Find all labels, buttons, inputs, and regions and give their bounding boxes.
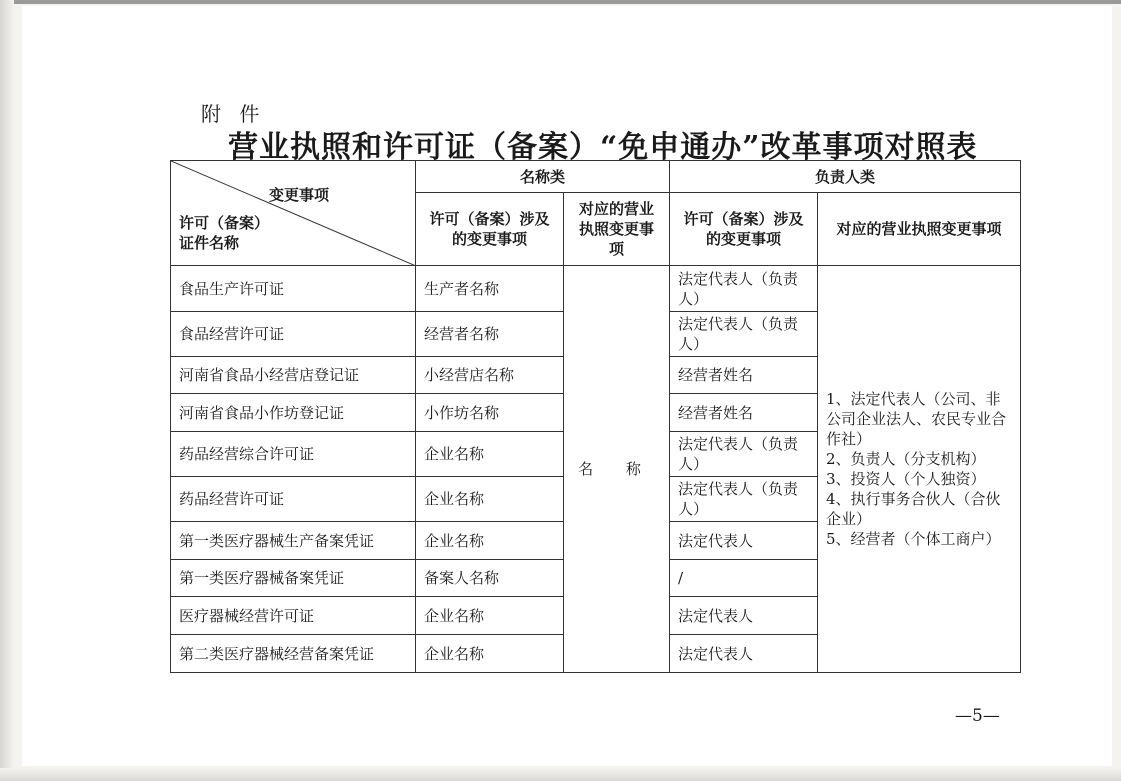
name-change-cell: 企业名称	[416, 597, 564, 635]
name-change-cell: 小作坊名称	[416, 394, 564, 432]
table-header-row-1	[171, 161, 1021, 193]
person-business-change-item: 5、经营者（个体工商户）	[826, 530, 1001, 548]
person-business-change-item: 2、负责人（分支机构）	[826, 450, 986, 468]
name-change-cell: 生产者名称	[416, 266, 564, 312]
person-change-cell: 法定代表人（负责人）	[670, 266, 818, 312]
person-change-cell: 法定代表人（负责人）	[670, 312, 818, 357]
col-license-change-name: 许可（备案）涉及的变更事项	[416, 193, 564, 266]
license-name-cell: 药品经营许可证	[171, 477, 416, 522]
col-license-change-person: 许可（备案）涉及的变更事项	[670, 193, 818, 266]
corner-header-top: 变更事项	[269, 186, 330, 204]
license-name-cell: 第二类医疗器械经营备案凭证	[171, 635, 416, 673]
person-change-cell: 经营者姓名	[670, 394, 818, 432]
license-name-cell: 第一类医疗器械生产备案凭证	[171, 522, 416, 560]
name-change-cell: 企业名称	[416, 432, 564, 477]
attachment-label: 附 件	[201, 102, 266, 126]
person-business-change-merged	[818, 266, 1021, 673]
license-name-cell: 食品生产许可证	[171, 266, 416, 312]
person-business-change-item: 4、执行事务合伙人（合伙企业）	[826, 490, 1001, 528]
license-name-cell: 食品经营许可证	[171, 312, 416, 357]
name-change-cell: 企业名称	[416, 522, 564, 560]
person-change-cell: /	[670, 560, 818, 597]
person-change-cell: 法定代表人	[670, 597, 818, 635]
scan-edge-top	[0, 0, 1121, 4]
person-change-cell: 法定代表人	[670, 522, 818, 560]
col-business-change-name: 对应的营业执照变更事项	[564, 193, 670, 266]
license-name-cell: 第一类医疗器械备案凭证	[171, 560, 416, 597]
group-header-person: 负责人类	[670, 161, 1021, 193]
name-change-cell: 企业名称	[416, 635, 564, 673]
document-title: 营业执照和许可证（备案）“免申通办”改革事项对照表	[228, 130, 978, 165]
name-change-cell: 小经营店名称	[416, 357, 564, 394]
page-number: —5—	[955, 706, 1000, 726]
name-change-cell: 备案人名称	[416, 560, 564, 597]
person-change-cell: 法定代表人（负责人）	[670, 432, 818, 477]
person-business-change-item: 1、法定代表人（公司、非公司企业法人、农民专业合作社）	[826, 390, 1007, 448]
person-change-cell: 法定代表人	[670, 635, 818, 673]
scan-edge-bottom	[0, 768, 1121, 781]
table-row	[171, 266, 1021, 312]
scan-edge-left	[0, 0, 14, 781]
corner-header-cell	[171, 161, 416, 266]
name-business-change-merged: 名 称	[564, 266, 670, 673]
license-name-cell: 河南省食品小经营店登记证	[171, 357, 416, 394]
license-name-cell: 药品经营综合许可证	[171, 432, 416, 477]
license-name-cell: 医疗器械经营许可证	[171, 597, 416, 635]
group-header-name: 名称类	[416, 161, 670, 193]
name-change-cell: 企业名称	[416, 477, 564, 522]
person-business-change-item: 3、投资人（个人独资）	[826, 470, 986, 488]
license-name-cell: 河南省食品小作坊登记证	[171, 394, 416, 432]
person-change-cell: 经营者姓名	[670, 357, 818, 394]
corner-header-bottom	[179, 213, 279, 253]
col-business-change-person: 对应的营业执照变更事项	[818, 193, 1021, 266]
name-change-cell: 经营者名称	[416, 312, 564, 357]
comparison-table	[170, 160, 1021, 673]
person-change-cell: 法定代表人（负责人）	[670, 477, 818, 522]
corner-header-bottom-text: 许可（备案）证件名称	[179, 214, 270, 252]
